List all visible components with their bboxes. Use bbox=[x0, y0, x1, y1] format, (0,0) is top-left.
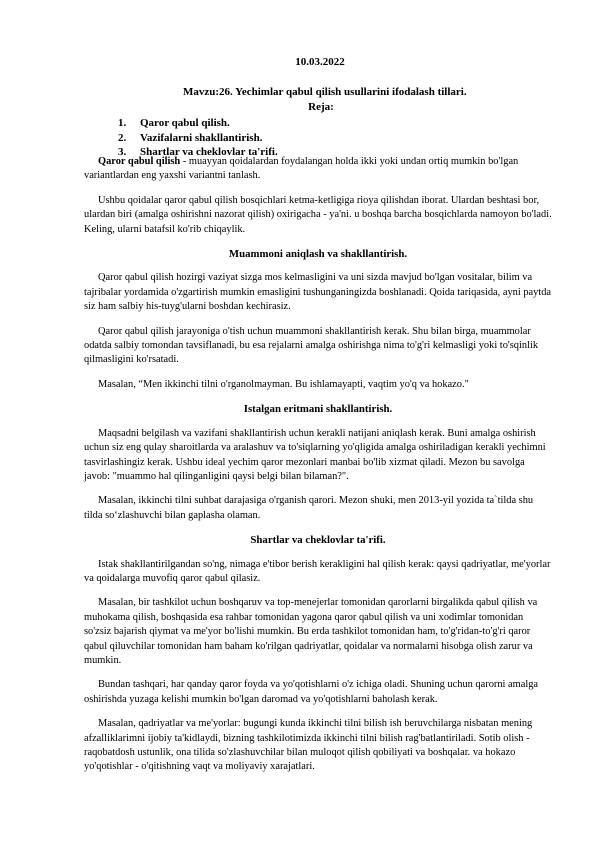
intro-text: - muayyan qoidalardan foydalangan holda ikki yoki undan ortiq mumkin bo'lgan variantlardan eng yaxshi variantni tanlash. bbox=[84, 156, 519, 182]
plan-item-text: Shartlar va cheklovlar ta'rifi. bbox=[140, 146, 278, 158]
section-heading: Muammoni aniqlash va shakllantirish. bbox=[228, 248, 408, 261]
paragraph: Bundan tashqari, har qanday qaror foyda va yo'qotishlarni o'z ichiga oladi. Shuning uchun qarorni amalga oshirishda yuzaga kelishi mumkin bo'lgan daromad va yo'qotishlarni baholash kerak. bbox=[84, 679, 539, 705]
plan-item-number: 3. bbox=[118, 146, 127, 158]
plan-item-number: 1. bbox=[118, 117, 127, 129]
paragraph: Istak shakllantirilgandan so'ng, nimaga e'tibor berish kerakligini hal qilish kerak: qaysi qadriyatlar, me'yorlar va qoidalarga muvofiq qaror qabul qilasiz. bbox=[84, 558, 551, 584]
intro-term: Qaror qabul qilish bbox=[98, 156, 181, 167]
paragraph: Masalan, ikkinchi tilni suhbat darajasiga o'rganish qarori. Mezon shuki, men 2013-yil yozida ta`tilda shu tilda so‘zlashuvchi bilan gaplasha olaman. bbox=[84, 495, 534, 521]
paragraph: Maqsadni belgilash va vazifani shakllantirish uchun kerakli natijani aniqlash kerak. Buni amalga oshirish uchun siz eng qulay sharoitlarda va aralashuv va to'siqlarning yo'qligida amalga oshiriladigan kerakli yechimni tasvirlashingiz kerak. Ushbu ideal yechim qaror mezonlari manbai bo'lib xizmat qiladi. Mezon bu savolga javob: "muammo hal qilinganligini qaysi belgi bilan bilaman?". bbox=[84, 427, 546, 482]
paragraph: Qaror qabul qilish jarayoniga o'tish uchun muammoni shakllantirish kerak. Shu bilan birga, muammolar odatda salbiy tomondan tavsiflanadi, bu esa rejalarni amalga oshirishga nima to'g'ri kelmasligi yoki to'sqinlik qilmasligini ko'rsatadi. bbox=[84, 325, 539, 366]
section-heading: Shartlar va cheklovlar ta'rifi. bbox=[250, 534, 386, 547]
topic-title: Mavzu:26. Yechimlar qabul qilish usullarini ifodalash tillari. bbox=[183, 86, 467, 98]
paragraph: Masalan, qadriyatlar va me'yorlar: bugungi kunda ikkinchi tilni bilish ish beruvchilarga nisbatan mening afzalliklarimni ijobiy ta'kidlaydi, bizning tashkilotimizda ikkinchi tilni bilish rag'batlantiriladi. Sotib olish - raqobatdosh ustunlik, ona tilida so'zlashuvchilar bilan muloqot qilish qobiliyati va boshqalar. va hokazo yo'qotishlar - o'qitishning vaqt va moliyaviy xarajatlari. bbox=[84, 718, 533, 773]
plan-title: Reja: bbox=[308, 101, 334, 113]
plan-item-text: Vazifalarni shakllantirish. bbox=[140, 131, 263, 144]
document-body bbox=[84, 155, 552, 785]
plan-item-number: 2. bbox=[118, 131, 127, 144]
plan-item-text: Qaror qabul qilish. bbox=[140, 117, 230, 129]
plan-list bbox=[118, 116, 278, 160]
paragraph: Ushbu qoidalar qaror qabul qilish bosqichlari ketma-ketligiga rioya qilishdan iborat. Ulardan beshtasi bor, ulardan biri (amalga oshirishni nazorat qilish) oxirigacha - ya'ni. u boshqa barcha bosqichlarda namoyon bo'ladi. Keling, ularni batafsil ko'rib chiqaylik. bbox=[84, 194, 552, 235]
plan-item bbox=[118, 131, 278, 146]
document-date: 10.03.2022 bbox=[295, 56, 345, 68]
plan-item bbox=[118, 116, 278, 131]
section-heading: Istalgan eritmani shakllantirish. bbox=[243, 403, 393, 416]
paragraph: Masalan, “Men ikkinchi tilni o'rganolmayman. Bu ishlamayapti, vaqtim yo'q va hokazo." bbox=[98, 378, 469, 390]
intro-paragraph bbox=[84, 155, 552, 184]
paragraph: Qaror qabul qilish hozirgi vaziyat sizga mos kelmasligini va uni sizda mavjud bo'lgan vositalar, bilim va tajribalar yordamida o'zgartirish mumkin emasligini tushunganingizda boshlanadi. Qoida tariqasida, ayni paytda siz ham salbiy his-tuyg'ularni boshdan kechirasiz. bbox=[84, 272, 552, 313]
paragraph: Masalan, bir tashkilot uchun boshqaruv va top-menejerlar tomonidan qarorlarni birgalikda qabul qilish va muhokama qilish, boshqasida esa rahbar tomonidan yagona qaror qabul qilish va uni xodimlar tomonidan so'zsiz bajarish qiymat va me'yor bo'lishi mumkin. Bu erda tashkilot tomonidan ham, to'g'ridan-to'g'ri qaror qabul qiluvchilar tomonidan ham baham ko'rilgan qadriyatlar, qoidalar va normalarni hisobga olish zarur va mumkin. bbox=[84, 597, 538, 666]
